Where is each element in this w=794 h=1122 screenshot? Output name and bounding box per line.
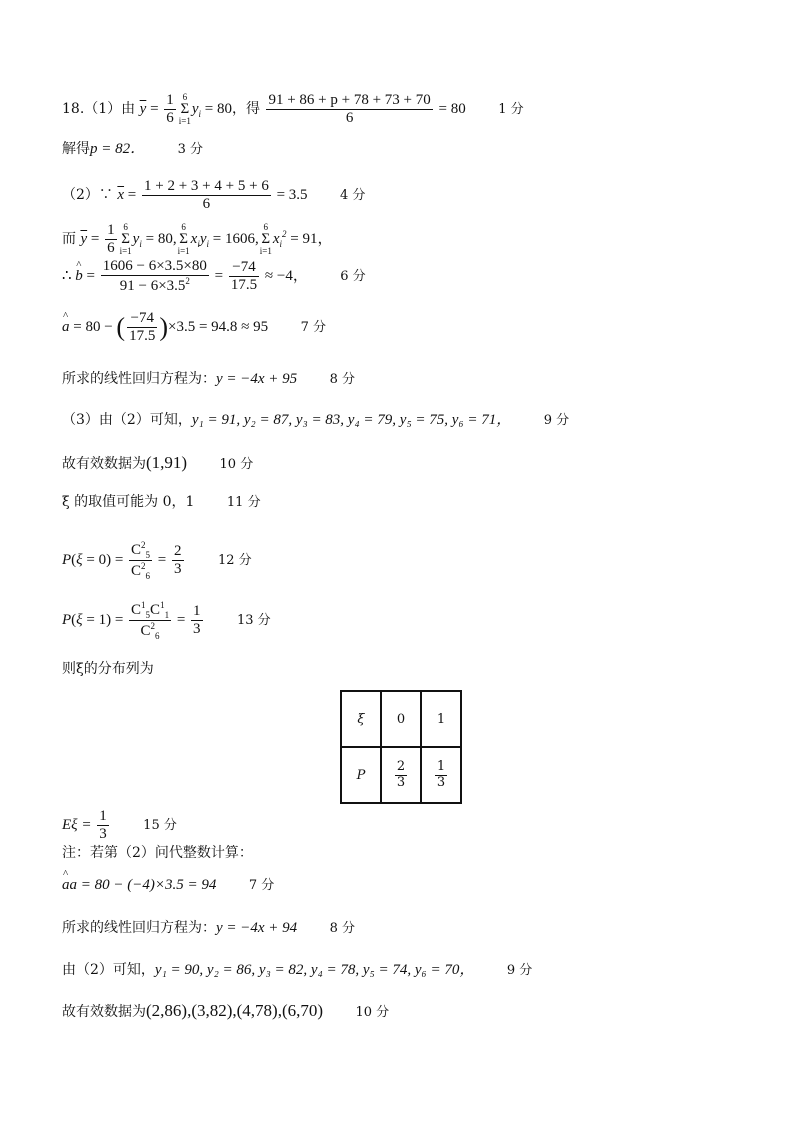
xi-values-line: ξ 的取值可能为 0，1 11 分 bbox=[62, 494, 261, 510]
note-a-hat: ^ aa = 80 − (−4)×3.5 = 94 bbox=[62, 877, 216, 893]
p0-line bbox=[62, 540, 252, 582]
table-row-p: P bbox=[341, 747, 381, 803]
table-cell-p1: $\frac{1}{3}$ bbox=[421, 747, 461, 803]
note-score-7: 7 分 bbox=[248, 878, 275, 893]
score-10: 10 分 bbox=[219, 457, 254, 472]
note-valid-line: 故有效数据为(2,86),(3,82),(4,78),(6,70) 10 分 bbox=[62, 1001, 390, 1020]
sums-line: 而 $\overline{y}$ = $\frac{1}{6}$ 6 Σ $i=1y_i = 80,6$ Σ $i=1x_iy_i = 1606,6$ Σ $i=1x_i^2 = 91$， bbox=[62, 222, 333, 257]
score-12: 12 分 bbox=[217, 553, 252, 569]
xbar-formula: $\overline{x}$ = $\frac{1 + 2 + 3 + 4 + 5 + 6}{6}$ = 3.5 bbox=[117, 178, 308, 213]
score-4: 4 分 bbox=[340, 188, 366, 204]
distribution-table bbox=[340, 690, 462, 804]
distribution-text: 则ξ的分布列为 bbox=[62, 661, 154, 677]
note-score-10: 10 分 bbox=[355, 1005, 390, 1020]
table-cell-p0: $\frac{2}{3}$ bbox=[381, 747, 421, 803]
a-hat-line bbox=[62, 310, 326, 346]
score-13: 13 分 bbox=[236, 613, 271, 629]
yhat-line: （3）由（2）可知，y₁ = 91, y₂ = 87, y₃ = 83, y₄ = 79, y₅ = 75, y₆ = 71， 9 分 bbox=[62, 412, 570, 428]
mean-equation: $\frac{91 + 86 + p + 78 + 73 + 70}{6}$ = 80 bbox=[268, 92, 466, 127]
expectation-line bbox=[62, 808, 177, 844]
q18-part1-line: 18.（1）由 $\overline{y}$ = $\frac{1}{6}$ 6 Σ $i=1y_i = 80$，得 $\frac{91 + 86 + p + 78 + 73 + 70}{6}$ = 80 1 分 bbox=[62, 92, 524, 127]
b-hat-formula: ∴ ^ b = $\frac{1606 - 6\times 3.5\times 80}{91 - 6\times 3.5^2}$ = $\frac{-74}{17.5}$ ≈ −4， bbox=[62, 268, 308, 284]
note-score-8: 8 分 bbox=[329, 921, 356, 936]
solve-p-line: 解得p = 82． 3 分 bbox=[62, 141, 203, 157]
p1-formula: P(ξ = 1) = $\frac{C^1_5C^1_1}{C^2_6}$ = $\frac{1}{3}$ bbox=[62, 600, 201, 642]
note-regression-line: 所求的线性回归方程为：y = −4x + 94 8 分 bbox=[62, 920, 356, 936]
note-text: 注：若第（2）问代整数计算： bbox=[62, 845, 253, 861]
valid-data-line: 故有效数据为(1,91) 10 分 bbox=[62, 453, 254, 472]
regression-eq: y = −4x + 95 bbox=[216, 371, 298, 387]
note-yhat-values: y₁ = 90, y₂ = 86, y₃ = 82, y₄ = 78, y₅ = 74, y₆ = 70， bbox=[154, 962, 475, 978]
note-regression-eq: y = −4x + 94 bbox=[216, 920, 298, 936]
p-value: p = 82． bbox=[90, 141, 146, 157]
score-7: 7 分 bbox=[300, 320, 327, 336]
xbar-line: （2）∵ $\overline{x}$ = $\frac{1 + 2 + 3 + 4 + 5 + 6}{6}$ = 3.5 4 分 bbox=[62, 178, 366, 213]
p1-line bbox=[62, 600, 271, 642]
table-header-0: 0 bbox=[381, 691, 421, 747]
p0-formula: P(ξ = 0) = $\frac{C^2_5}{C^2_6}$ = $\frac{2}{3}$ bbox=[62, 540, 182, 582]
note-score-9: 9 分 bbox=[506, 963, 533, 978]
valid-data: (1,91) bbox=[146, 453, 188, 472]
score-9: 9 分 bbox=[543, 413, 570, 428]
a-hat-formula: ^ a = 80 − ( $\frac{-74}{17.5}$ )×3.5 = 94.8 ≈ 95 bbox=[62, 319, 268, 335]
note-yhat-line: 由（2）可知，y₁ = 90, y₂ = 86, y₃ = 82, y₄ = 78, y₅ = 74, y₆ = 70， 9 分 bbox=[62, 962, 533, 978]
b-hat-line bbox=[62, 258, 366, 296]
score-8: 8 分 bbox=[329, 372, 356, 387]
score-1: 1 分 bbox=[498, 102, 524, 118]
score-3: 3 分 bbox=[177, 142, 203, 157]
ybar-mean-formula: $\overline{y}$ = $\frac{1}{6}$ 6 Σ $i=1y_i = 80$ bbox=[139, 92, 233, 127]
yhat-values: y₁ = 91, y₂ = 87, y₃ = 83, y₄ = 79, y₅ = 75, y₆ = 71， bbox=[191, 412, 512, 428]
note-valid-data: (2,86),(3,82),(4,78),(6,70) bbox=[146, 1001, 324, 1020]
score-11: 11 分 bbox=[226, 495, 261, 510]
question-number: 18. bbox=[62, 101, 85, 118]
sums-formula: $\overline{y}$ = $\frac{1}{6}$ 6 Σ $i=1y_i = 80,6$ Σ $i=1x_iy_i = 1606,6$ Σ $i=1x_i^2 = 91$， bbox=[80, 222, 333, 257]
table-header-1: 1 bbox=[421, 691, 461, 747]
note-a-hat-line bbox=[62, 878, 274, 893]
score-6: 6 分 bbox=[340, 269, 366, 285]
table-header-xi: ξ bbox=[341, 691, 381, 747]
score-15: 15 分 bbox=[143, 818, 177, 834]
regression-eq-line: 所求的线性回归方程为：y = −4x + 95 8 分 bbox=[62, 371, 356, 387]
expectation-formula: Eξ = $\frac{1}{3}$ bbox=[62, 808, 107, 843]
